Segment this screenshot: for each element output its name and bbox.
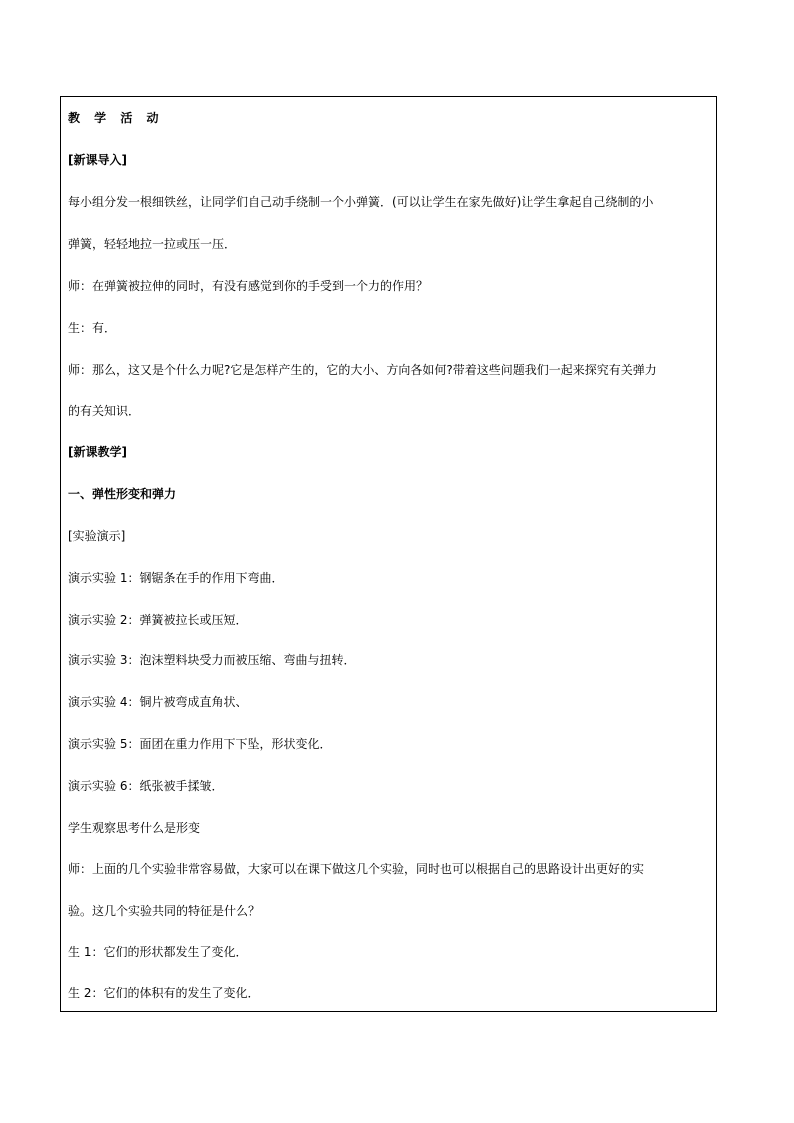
dialogue-line: 生 2：它们的体积有的发生了变化． [68, 986, 260, 1000]
heading-elastic-deformation: 一、弹性形变和弹力 [68, 487, 177, 501]
dialogue-line: 师：那么，这又是个什么力呢?它是怎样产生的，它的大小、方向各如何?带着这些问题我们一起来探究有关弹力 [68, 363, 657, 377]
paragraph-line: 每小组分发一根细铁丝，让同学们自己动手绕制一个小弹簧．(可以让学生在家先做好)让学生拿起自己绕制的小 [68, 195, 654, 209]
paragraph-line: 弹簧，轻轻地拉一拉或压一压． [68, 237, 237, 251]
section-title-teaching-activity: 教 学 活 动 [68, 111, 164, 125]
experiment-item: 演示实验 6：纸张被手揉皱． [68, 779, 224, 793]
experiment-item: 演示实验 4：铜片被弯成直角状、 [68, 695, 248, 709]
dialogue-line: 生：有． [68, 321, 117, 335]
experiment-item: 演示实验 2：弹簧被拉长或压短． [68, 613, 248, 627]
heading-new-lesson-teaching: [新课教学] [68, 445, 127, 459]
heading-new-lesson-intro: [新课导入] [68, 153, 127, 167]
experiment-item: 演示实验 5：面团在重力作用下下坠，形状变化． [68, 737, 332, 751]
heading-experiment-demo: [实验演示] [68, 529, 126, 543]
paragraph-line: 学生观察思考什么是形变 [68, 821, 201, 835]
dialogue-line: 生 1：它们的形状都发生了变化． [68, 945, 248, 959]
dialogue-line: 的有关知识． [68, 404, 141, 418]
dialogue-line: 师：上面的几个实验非常容易做，大家可以在课下做这几个实验，同时也可以根据自己的思路设计出更好的实 [68, 862, 645, 876]
experiment-item: 演示实验 1：钢锯条在手的作用下弯曲． [68, 571, 284, 585]
dialogue-line: 师：在弹簧被拉伸的同时，有没有感觉到你的手受到一个力的作用？ [68, 279, 429, 293]
experiment-item: 演示实验 3：泡沫塑料块受力而被压缩、弯曲与扭转． [68, 653, 356, 667]
dialogue-line: 验。这几个实验共同的特征是什么？ [68, 904, 261, 918]
